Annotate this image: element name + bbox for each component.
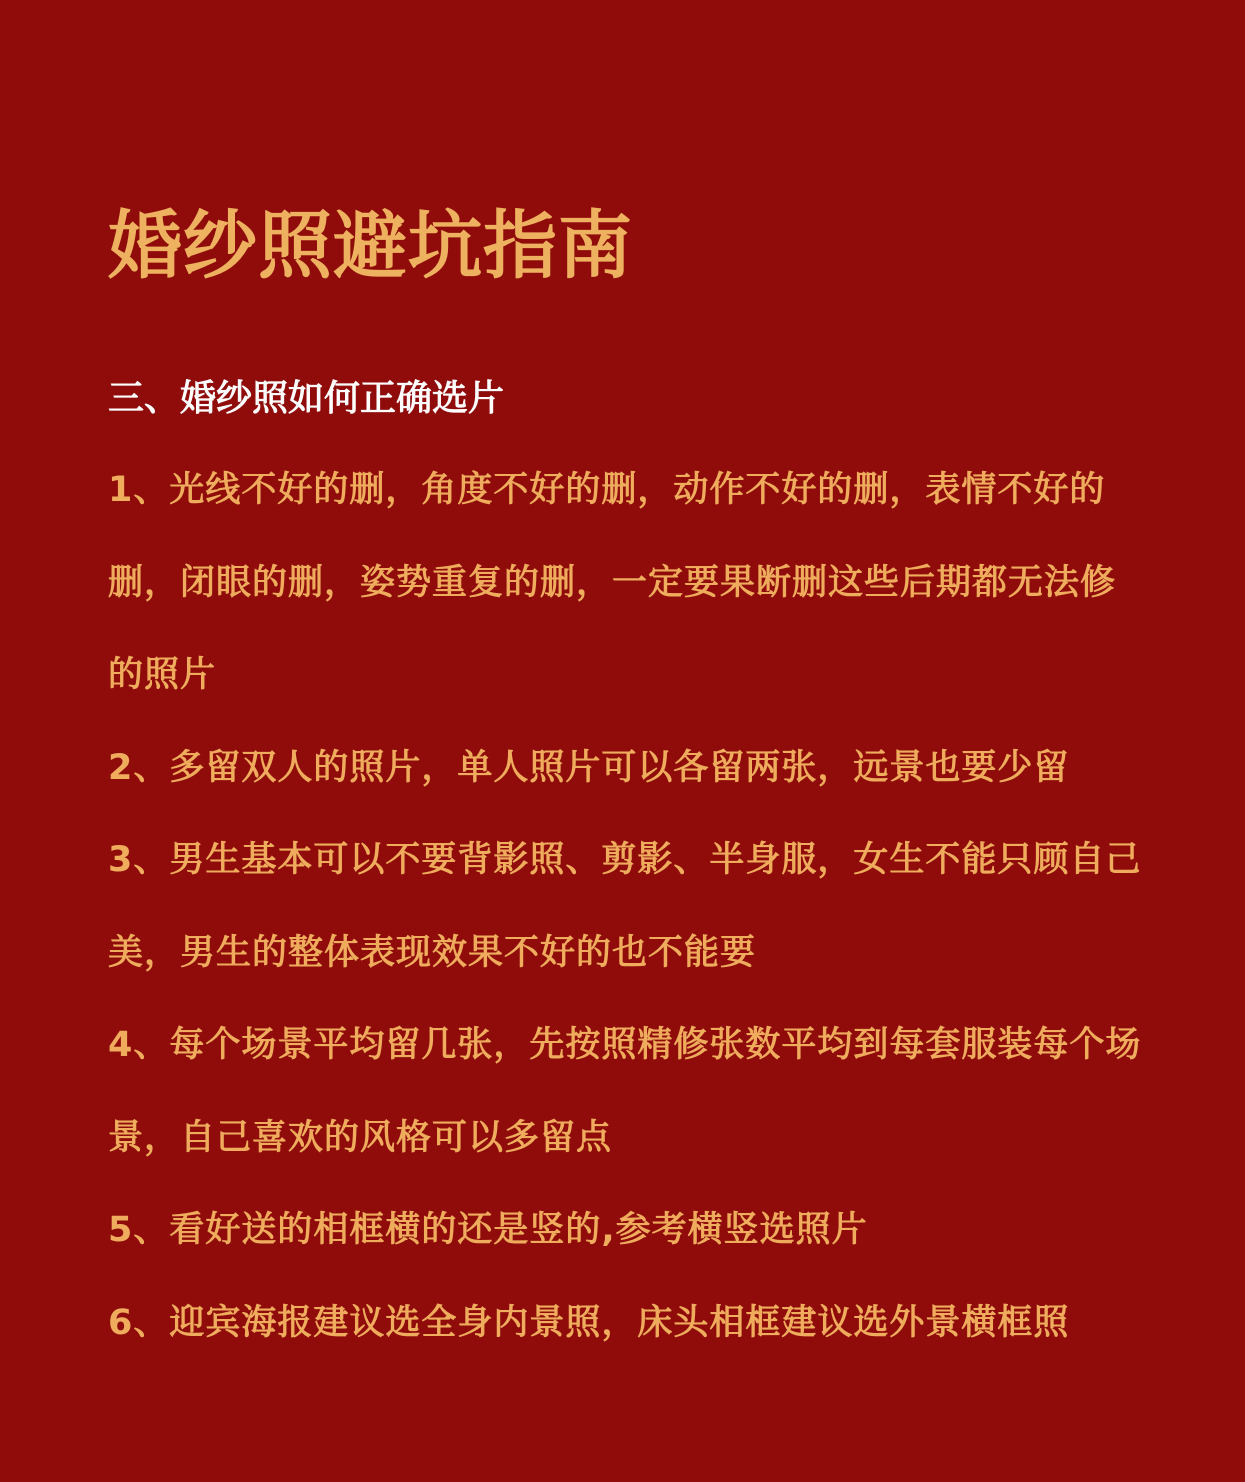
page-title: 婚纱照避坑指南 [108,203,633,289]
tip-item-5: 5、看好送的相框横的还是竖的,参考横竖选照片 [108,1210,868,1250]
section-heading: 三、婚纱照如何正确选片 [108,378,505,419]
tip-item-1: 1、光线不好的删，角度不好的删，动作不好的删，表情不好的删，闭眼的删，姿势重复的删，一定要果断删这些后期都无法修的照片 [108,470,1117,695]
tip-item-2: 2、多留双人的照片，单人照片可以各留两张，远景也要少留 [108,747,1070,788]
tip-item-6: 6、迎宾海报建议选全身内景照，床头相框建议选外景横框照 [108,1302,1070,1343]
tip-item-3: 3、男生基本可以不要背影照、剪影、半身服，女生不能只顾自己美，男生的整体表现效果不好的也不能要 [108,840,1142,973]
tips-list [108,444,1148,1369]
tip-item-4: 4、每个场景平均留几张，先按照精修张数平均到每套服装每个场景，自己喜欢的风格可以多留点 [108,1025,1142,1158]
